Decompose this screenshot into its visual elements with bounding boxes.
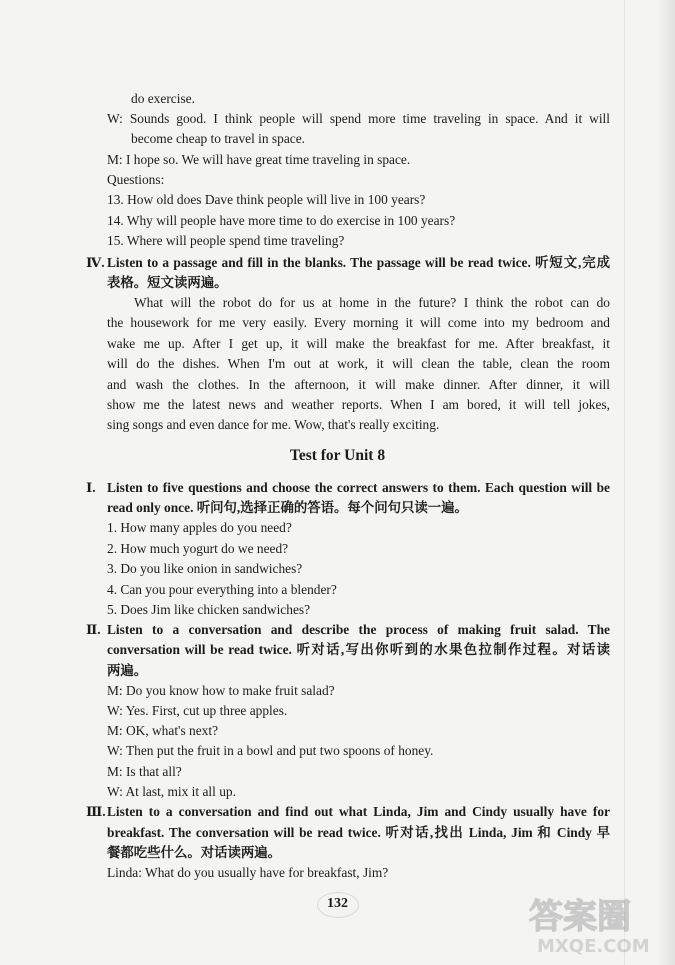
dialogue-line: W: Sounds good. I think people will spend more time traveling in space. And it will xyxy=(107,111,610,126)
passage-line: show me the latest news and weather reports. When I am bored, it will tell jokes, xyxy=(107,397,610,412)
section-numeral: Ⅳ. xyxy=(86,255,105,270)
question-item: 2. How much yogurt do we need? xyxy=(107,541,289,556)
dialogue-line: M: OK, what's next? xyxy=(107,723,219,738)
dialogue-line: do exercise. xyxy=(131,91,195,106)
passage-line: sing songs and even dance for me. Wow, that's really exciting. xyxy=(107,417,440,432)
watermark-logo xyxy=(515,890,665,958)
dialogue-line: W: At last, mix it all up. xyxy=(107,784,236,799)
passage-line: What will the robot do for us at home in the future? I think the robot can do xyxy=(134,295,610,310)
dialogue-line: M: I hope so. We will have great time traveling in space. xyxy=(107,152,411,167)
dialogue-line: W: Then put the fruit in a bowl and put two spoons of honey. xyxy=(107,743,434,758)
section-instruction: Listen to a passage and fill in the blanks. The passage will be read twice. 听短文,完成 xyxy=(107,255,610,270)
section-numeral: Ⅱ. xyxy=(86,622,101,637)
section-instruction: Listen to a conversation and describe the process of making fruit salad. The xyxy=(107,622,610,637)
dialogue-line: Linda: What do you usually have for breakfast, Jim? xyxy=(107,865,389,880)
dialogue-line: M: Do you know how to make fruit salad? xyxy=(107,683,335,698)
question-item: 14. Why will people have more time to do exercise in 100 years? xyxy=(107,213,456,228)
section-numeral: Ⅰ. xyxy=(86,480,96,495)
question-item: 5. Does Jim like chicken sandwiches? xyxy=(107,602,311,617)
question-item: 4. Can you pour everything into a blender? xyxy=(107,582,337,597)
section-instruction: Listen to five questions and choose the correct answers to them. Each question will be xyxy=(107,480,610,495)
passage-line: and wash the clothes. In the afternoon, it will make dinner. After dinner, it will xyxy=(107,377,610,392)
section-instruction: Listen to a conversation and find out what Linda, Jim and Cindy usually have for xyxy=(107,804,610,819)
question-item: 15. Where will people spend time traveling? xyxy=(107,233,345,248)
passage-line: the housework for me very easily. Every morning it will come into my bedroom and xyxy=(107,315,610,330)
page-number: 132 xyxy=(327,896,348,911)
questions-label: Questions: xyxy=(107,172,165,187)
section-numeral: Ⅲ. xyxy=(86,804,106,819)
section-instruction: 两遍。 xyxy=(107,663,148,678)
dialogue-line: W: Yes. First, cut up three apples. xyxy=(107,703,288,718)
section-instruction: breakfast. The conversation will be read twice. 听对话,找出 Linda, Jim 和 Cindy 早 xyxy=(107,825,610,840)
dialogue-line: M: Is that all? xyxy=(107,764,182,779)
watermark-text: 答案圈 xyxy=(529,897,631,937)
dialogue-line: become cheap to travel in space. xyxy=(131,131,305,146)
section-instruction: read only once. 听问句,选择正确的答语。每个问句只读一遍。 xyxy=(107,500,468,515)
page-fold-line xyxy=(624,0,625,965)
page-edge-shadow xyxy=(657,0,675,965)
passage-line: will do the dishes. When I'm out at work, it will clean the table, clean the room xyxy=(107,356,610,371)
question-item: 1. How many apples do you need? xyxy=(107,520,292,535)
unit-title: Test for Unit 8 xyxy=(289,447,386,464)
section-instruction: 表格。短文读两遍。 xyxy=(107,275,228,290)
section-instruction: conversation will be read twice. 听对话,写出你听到的水果色拉制作过程。对话读 xyxy=(107,642,610,657)
watermark-url: MXQE.COM xyxy=(537,936,650,957)
passage-line: wake me up. After I get up, it will make the breakfast for me. After breakfast, it xyxy=(107,336,610,351)
question-item: 3. Do you like onion in sandwiches? xyxy=(107,561,303,576)
section-instruction: 餐都吃些什么。对话读两遍。 xyxy=(107,845,282,860)
question-item: 13. How old does Dave think people will live in 100 years? xyxy=(107,192,426,207)
